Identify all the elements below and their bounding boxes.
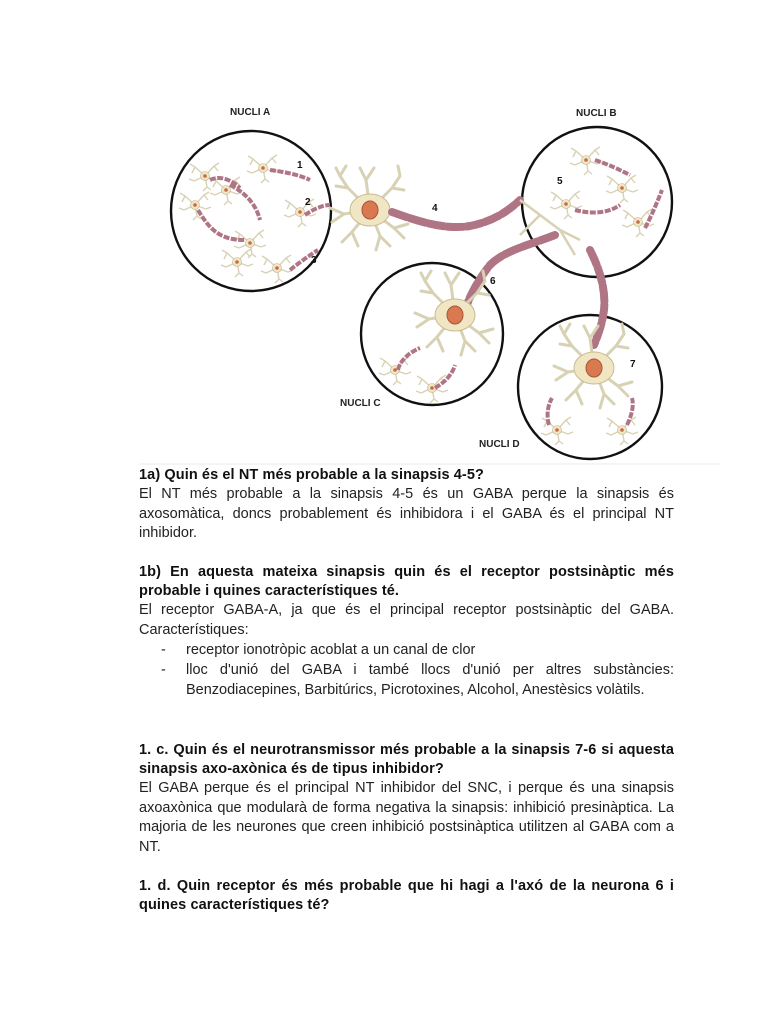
nucleus-a-circle (171, 131, 331, 291)
answer-1a: El NT més probable a la sinapsis 4-5 és un GABA perque la sinapsis és axosomàtica, doncs probablement és inhibidora i el GABA és el principal NT inhibidor. (139, 486, 674, 541)
neural-nuclei-diagram (0, 0, 768, 470)
section-1a (139, 466, 674, 544)
answer-1c: El GABA perque és el principal NT inhibidor del SNC, i perque és una sinapsis axoaxònica que modularà de forma negativa la sinapsis: inhibició presinàptica. La majoria de les neurones que creen inhibició postsinàptica utilitzen al GABA com a NT. (139, 780, 674, 855)
bullet-item: - receptor ionotròpic acoblat a un canal de clor (139, 640, 674, 660)
bullet-list-1b (139, 640, 674, 700)
question-1b: 1b) En aquesta mateixa sinapsis quin és el receptor postsinàptic més probable i quines característiques té. (139, 564, 674, 599)
label-nucli-a: NUCLI A (230, 107, 271, 118)
number-5: 5 (557, 176, 563, 187)
diagram-svg (0, 0, 768, 470)
nucleus-a-neurons (179, 155, 330, 283)
nucleus-d-neurons (541, 398, 638, 445)
number-4: 4 (432, 203, 438, 214)
number-7: 7 (630, 359, 636, 370)
label-nucli-b: NUCLI B (576, 108, 617, 119)
axon-4 (392, 200, 520, 227)
big-neuron-4 (330, 166, 408, 250)
number-3: 3 (311, 255, 317, 266)
nucleus-b-neurons (550, 147, 662, 237)
axon-6 (465, 235, 555, 310)
nucleus-c-neurons (379, 348, 455, 403)
bullet-item: - lloc d'unió del GABA i també llocs d'unió per altres substàncies: Benzodiacepines, Barbitúrics, Picrotoxines, Alcohol, Anestèsics volàtils. (139, 660, 674, 700)
section-1d (139, 877, 674, 915)
number-1: 1 (297, 160, 303, 171)
number-6: 6 (490, 276, 496, 287)
neuron-d (554, 324, 632, 408)
answer-1b: El receptor GABA-A, ja que és el principal receptor postsinàptic del GABA. Característiques: (139, 602, 674, 638)
label-nucli-c: NUCLI C (340, 398, 381, 409)
section-1c (139, 741, 674, 857)
label-nucli-d: NUCLI D (479, 439, 520, 450)
question-1c: 1. c. Quin és el neurotransmissor més probable a la sinapsis 7-6 si aquesta sinapsis axo-axònica és de tipus inhibidor? (139, 742, 674, 777)
number-2: 2 (305, 197, 311, 208)
axon-7 (590, 250, 604, 345)
section-1b (139, 563, 674, 700)
question-1d: 1. d. Quin receptor és més probable que hi hagi a l'axó de la neurona 6 i quines característiques té? (139, 878, 674, 913)
question-1a: 1a) Quin és el NT més probable a la sinapsis 4-5? (139, 467, 484, 483)
